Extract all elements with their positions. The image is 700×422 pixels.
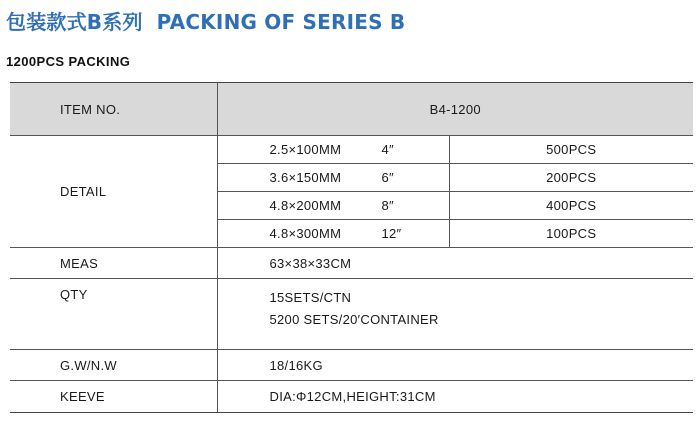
packing-table <box>10 82 693 413</box>
meas-value: 63×38×33CM <box>217 248 693 279</box>
item-no-value: B4-1200 <box>217 83 693 136</box>
detail-qty: 200PCS <box>449 164 693 192</box>
title-english: PACKING OF SERIES B <box>156 10 406 34</box>
title-chinese: 包装款式B系列 <box>6 10 143 34</box>
detail-qty: 400PCS <box>449 192 693 220</box>
table-row <box>10 381 693 413</box>
detail-spec <box>217 192 449 220</box>
qty-value <box>217 279 693 350</box>
keeve-value: DIA:Φ12CM,HEIGHT:31CM <box>217 381 693 413</box>
keeve-label: KEEVE <box>10 381 217 413</box>
gw-value: 18/16KG <box>217 350 693 381</box>
detail-spec <box>217 164 449 192</box>
detail-size: 4.8×200MM <box>269 198 342 213</box>
table-row <box>10 350 693 381</box>
detail-inch: 8″ <box>381 198 394 213</box>
qty-per-carton: 15SETS/CTN <box>269 290 352 305</box>
qty-per-container: 5200 SETS/20′CONTAINER <box>269 312 439 327</box>
detail-inch: 12″ <box>381 226 402 241</box>
detail-spec <box>217 220 449 248</box>
detail-inch: 6″ <box>381 170 394 185</box>
page-title <box>6 6 405 35</box>
table-header-row <box>10 83 693 136</box>
detail-size: 2.5×100MM <box>269 142 342 157</box>
gw-label: G.W/N.W <box>10 350 217 381</box>
detail-size: 4.8×300MM <box>269 226 342 241</box>
detail-spec <box>217 136 449 164</box>
detail-qty: 100PCS <box>449 220 693 248</box>
section-subtitle: 1200PCS PACKING <box>6 54 131 69</box>
detail-inch: 4″ <box>381 142 394 157</box>
detail-label: DETAIL <box>10 136 217 248</box>
item-no-label: ITEM NO. <box>10 83 217 136</box>
table-row <box>10 248 693 279</box>
table-row <box>10 136 693 164</box>
detail-qty: 500PCS <box>449 136 693 164</box>
qty-label: QTY <box>10 279 217 350</box>
meas-label: MEAS <box>10 248 217 279</box>
detail-size: 3.6×150MM <box>269 170 342 185</box>
table-row <box>10 279 693 350</box>
